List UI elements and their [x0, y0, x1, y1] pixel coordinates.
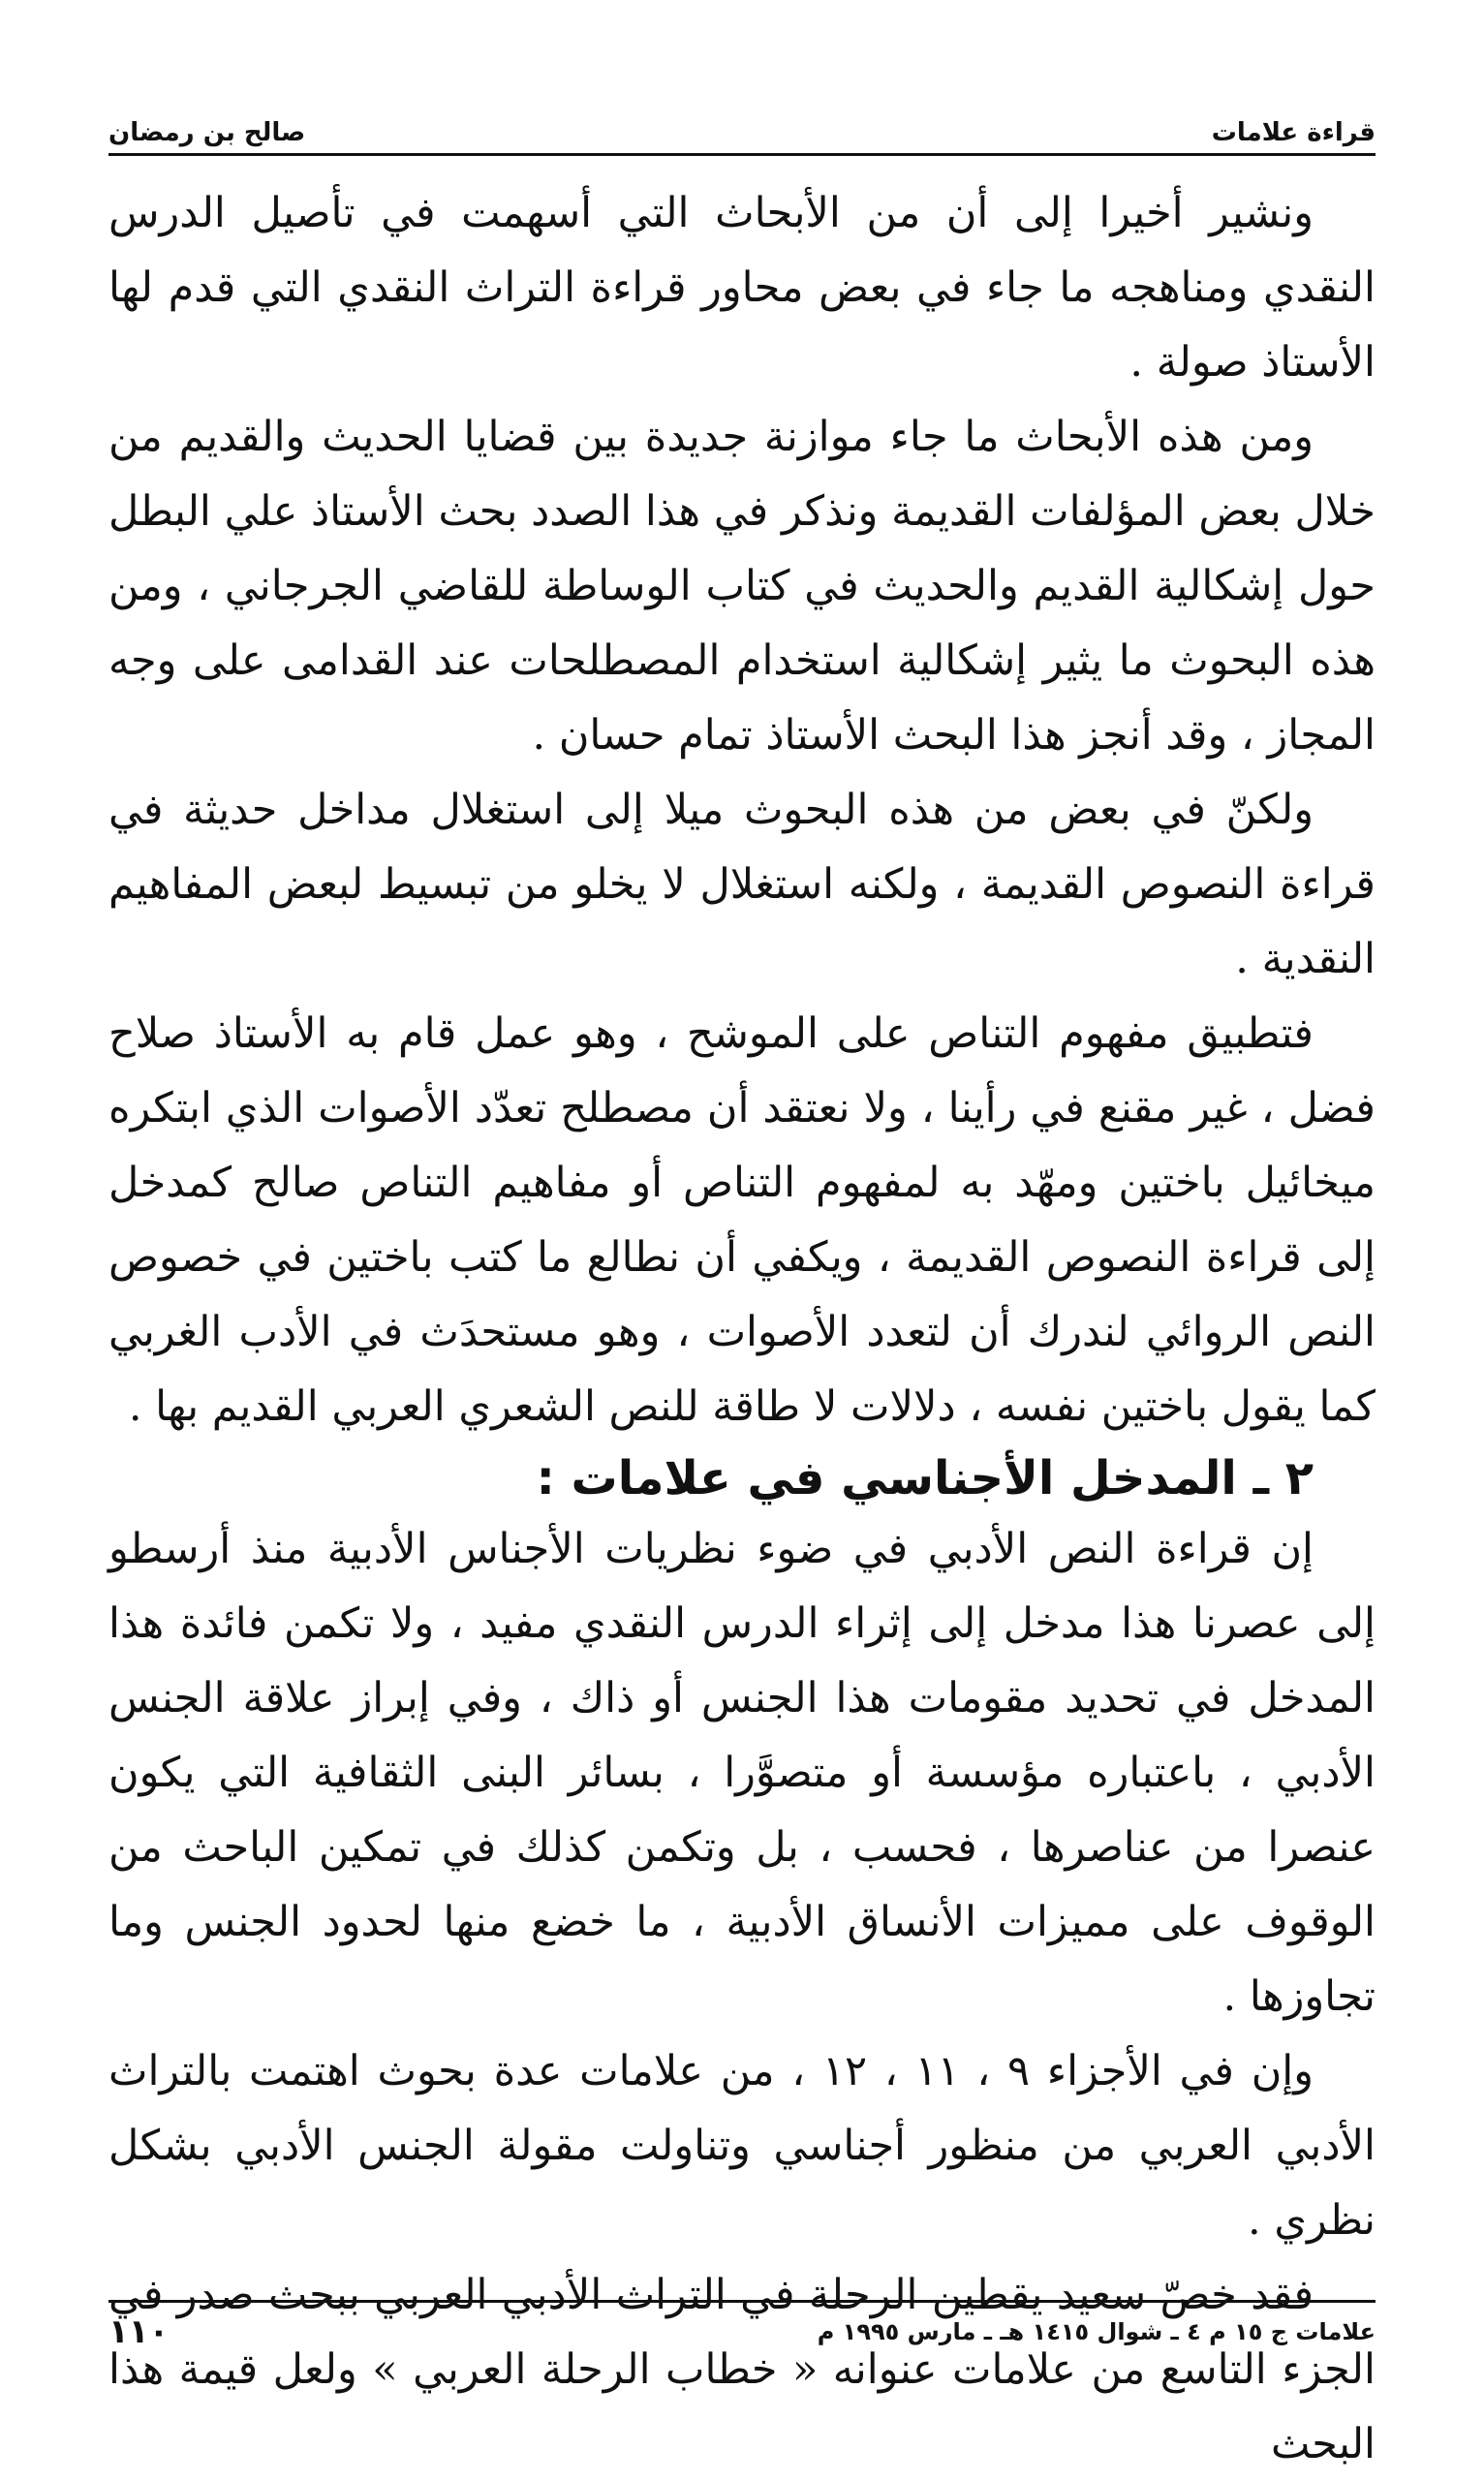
- header-author: صالح بن رمضان: [108, 118, 306, 147]
- paragraph: فتطبيق مفهوم التناص على الموشح ، وهو عمل قام به الأستاذ صلاح فضل ، غير مقنع في رأينا ، ولا نعتقد أن مصطلح تعدّد الأصوات الذي ابتكره ميخائيل باختين ومهّد به لمفهوم التناص أو مفاهيم التناص صالح كمدخل إلى قراءة النصوص القديمة ، ويكفي أن نطالع ما كتب باختين في خصوص النص الروائي لندرك أن لتعدد الأصوات ، وهو مستحدَث في الأدب الغربي كما يقول باختين نفسه ، دلالات لا طاقة للنص الشعري العربي القديم بها .: [108, 1009, 1376, 1431]
- paragraph: إن قراءة النص الأدبي في ضوء نظريات الأجناس الأدبية منذ أرسطو إلى عصرنا هذا مدخل إلى إثراء الدرس النقدي مفيد ، ولا تكمن فائدة هذا المدخل في تحديد مقومات هذا الجنس أو ذاك ، وفي إبراز علاقة الجنس الأدبي ، باعتباره مؤسسة أو متصوَّرا ، بسائر البنى الثقافية التي يكون عنصرا من عناصرها ، فحسب ، بل وتكمن كذلك في تمكين الباحث من الوقوف على مميزات الأنساق الأدبية ، ما خضع منها لحدود الجنس وما تجاوزها .: [108, 1525, 1376, 2021]
- body-text: [108, 176, 1376, 2482]
- page-footer: [108, 2300, 1376, 2351]
- running-header: [108, 93, 1376, 156]
- paragraph: ولكنّ في بعض من هذه البحوث ميلا إلى استغلال مداخل حديثة في قراءة النصوص القديمة ، ولكنه استغلال لا يخلو من تبسيط لبعض المفاهيم النقدية .: [108, 786, 1376, 983]
- paragraph: وإن في الأجزاء ٩ ، ١١ ، ١٢ ، من علامات عدة بحوث اهتمت بالتراث الأدبي العربي من منظور أجناسي وتناولت مقولة الجنس الأدبي بشكل نظري .: [108, 2047, 1376, 2245]
- paragraph: ومن هذه الأبحاث ما جاء موازنة جديدة بين قضايا الحديث والقديم من خلال بعض المؤلفات القديمة ونذكر في هذا الصدد بحث الأستاذ علي البطل حول إشكالية القديم والحديث في كتاب الوساطة للقاضي الجرجاني ، ومن هذه البحوث ما يثير إشكالية استخدام المصطلحات عند القدامى على وجه المجاز ، وقد أنجز هذا البحث الأستاذ تمام حسان .: [108, 413, 1376, 760]
- paragraph: ونشير أخيرا إلى أن من الأبحاث التي أسهمت في تأصيل الدرس النقدي ومناهجه ما جاء في بعض محاور قراءة التراث النقدي التي قدم لها الأستاذ صولة .: [108, 189, 1376, 387]
- page-number: ١١٠: [108, 2312, 170, 2351]
- header-section-title: قراءة علامات: [1211, 118, 1376, 147]
- paragraph: فقد خصّ سعيد يقطين الرحلة في التراث الأدبي العربي ببحث صدر في الجزء التاسع من علامات عنوانه « خطاب الرحلة العربي » ولعل قيمة هذا البحث: [108, 2271, 1376, 2468]
- journal-info: علامات ج ١٥ م ٤ ـ شوال ١٤١٥ هـ ـ مارس ١٩٩٥ م: [817, 2318, 1376, 2345]
- section-heading: ٢ ـ المدخل الأجناسي في علامات :: [536, 1451, 1314, 1505]
